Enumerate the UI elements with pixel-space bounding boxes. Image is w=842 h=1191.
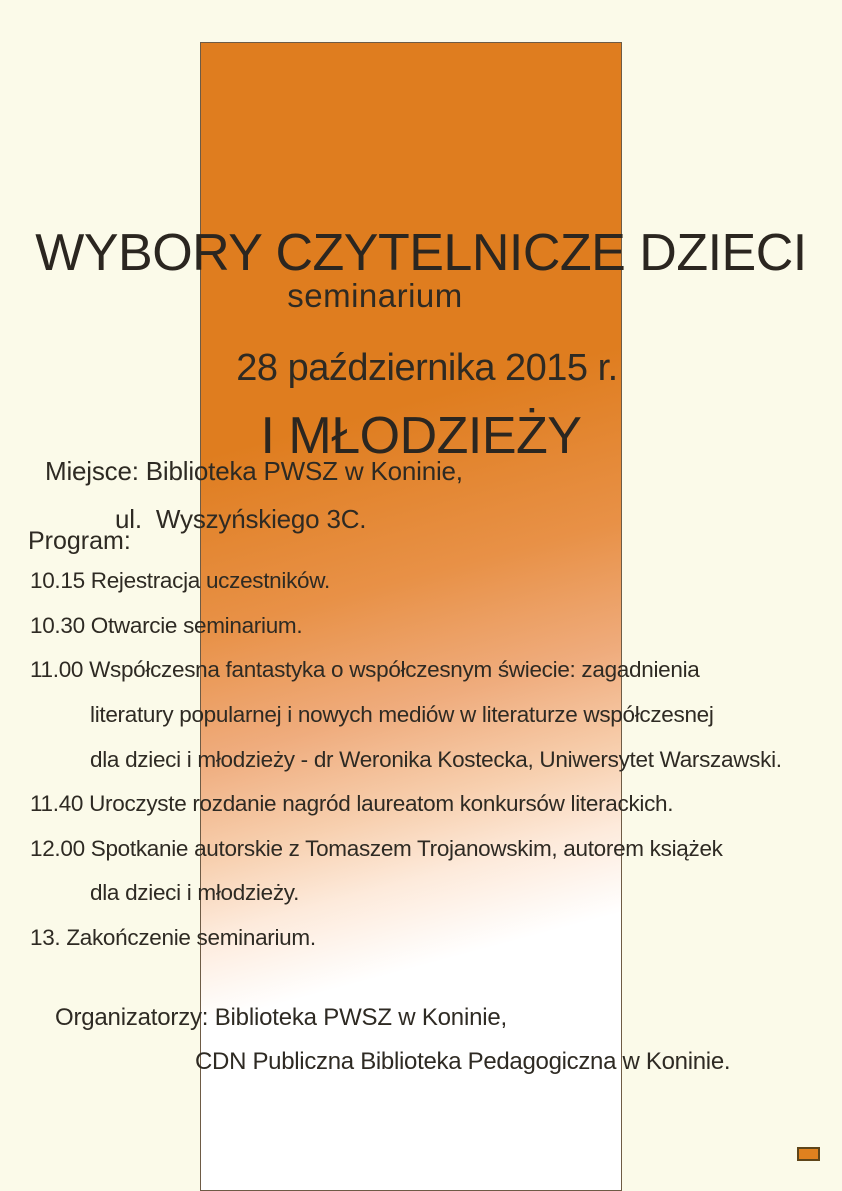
organizers-line2: CDN Publiczna Biblioteka Pedagogiczna w Koninie. <box>195 1048 731 1075</box>
venue-line2: ul. Wyszyńskiego 3C. <box>115 504 367 534</box>
event-type-label: seminarium <box>287 277 463 314</box>
program-line: literatury popularnej i nowych mediów w literaturze współczesnej <box>90 702 714 728</box>
program-list <box>30 559 782 960</box>
program-line: 11.40 Uroczyste rozdanie nagród laureatom konkursów literackich. <box>30 791 674 817</box>
program-header: Program: <box>28 527 131 555</box>
program-line: 10.30 Otwarcie seminarium. <box>30 612 303 638</box>
poster-title-line1: WYBORY CZYTELNICZE DZIECI <box>35 224 807 282</box>
program-line: dla dzieci i młodzieży. <box>90 880 300 906</box>
poster-title-line2: I MŁODZIEŻY <box>260 407 582 465</box>
program-line: dla dzieci i młodzieży - dr Weronika Kostecka, Uniwersytet Warszawski. <box>90 746 782 772</box>
organizers-line1: Organizatorzy: Biblioteka PWSZ w Koninie, <box>55 1004 507 1031</box>
venue-line1: Miejsce: Biblioteka PWSZ w Koninie, <box>45 456 463 486</box>
program-line: 13. Zakończenie seminarium. <box>30 925 316 951</box>
program-line: 11.00 Współczesna fantastyka o współczesnym świecie: zagadnienia <box>30 657 700 683</box>
program-line: 10.15 Rejestracja uczestników. <box>30 568 330 594</box>
event-date: 28 października 2015 r. <box>236 347 618 389</box>
page-corner-accent-rectangle <box>797 1147 820 1161</box>
program-line: 12.00 Spotkanie autorskie z Tomaszem Trojanowskim, autorem książek <box>30 835 723 861</box>
